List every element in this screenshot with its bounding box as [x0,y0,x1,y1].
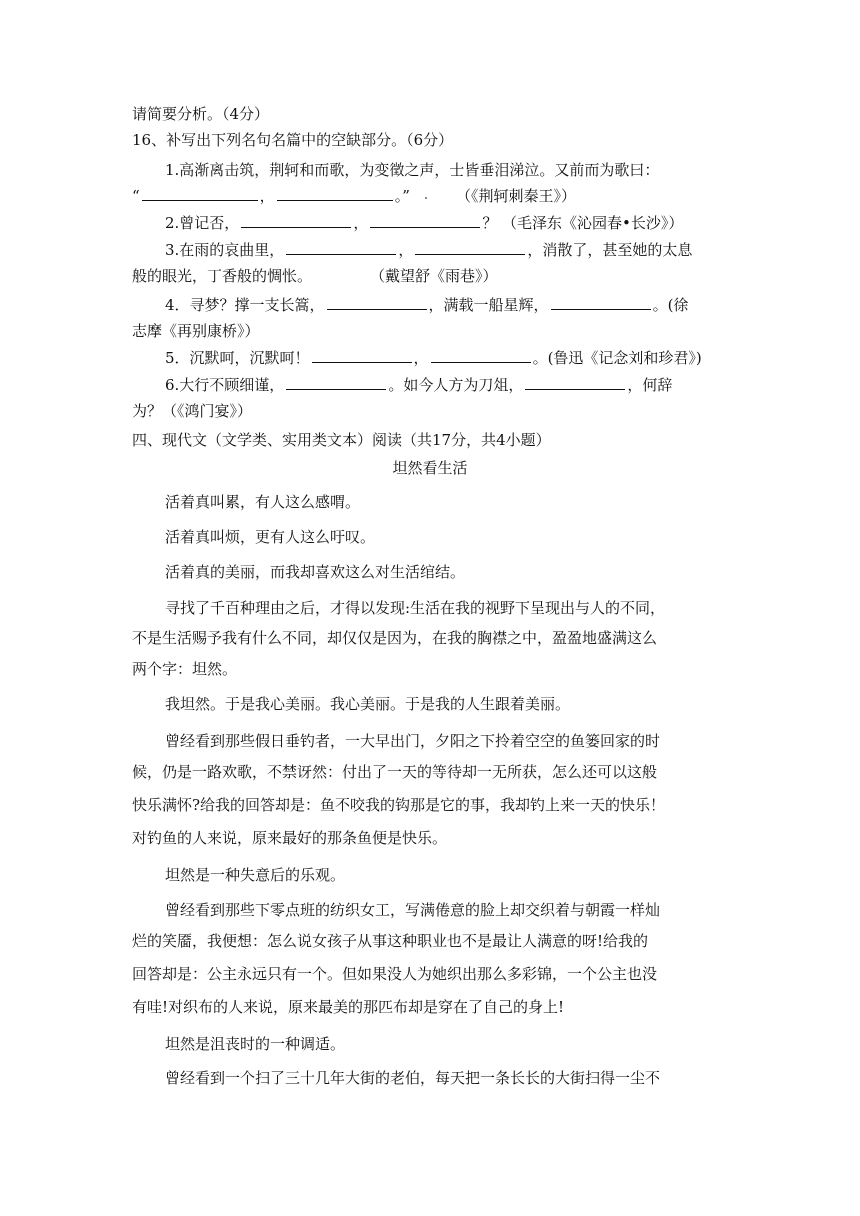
article-line: 烂的笑靥，我便想：怎么说女孩子从事这种职业也不是最让人满意的呀!给我的 [132,932,649,950]
q16-item6-line2: 为？（《鸿门宴》） [132,402,253,420]
q16-item5 [165,348,702,368]
q16-item1-line1: 1.高渐离击筑，荆轲和而歌，为变徵之声，士皆垂泪涕泣。又前而为歌曰： [165,161,660,179]
section4-header: 四、现代文（文学类、实用类文本）阅读（共17分，共4小题） [132,431,551,449]
fill-blank[interactable] [415,240,525,255]
article-line: 活着真的美丽，而我却喜欢这么对生活绾结。 [165,563,466,581]
item4-text: 4．寻梦？撑一支长篙， [165,296,325,314]
article-line: 坦然是一种失意后的乐观。 [165,866,346,884]
q16-item6-line1 [165,375,672,395]
article-line: 对钓鱼的人来说，原来最好的那条鱼便是快乐。 [132,829,448,847]
fill-blank[interactable] [525,375,625,390]
separator: ， [398,241,414,259]
fill-blank[interactable] [370,213,480,228]
q16-item4-line1 [165,295,688,315]
q16-item3-source: （戴望舒《雨巷》） [370,267,498,285]
item6-text-post: ，何辞 [627,376,673,394]
q16-item1-line2 [132,186,410,206]
article-line: 两个字：坦然。 [132,660,238,678]
top-note: 请简要分析。（4分） [132,105,270,123]
separator: ， [413,349,429,367]
fill-blank[interactable] [312,348,412,363]
q16-item1-source: （《荆轲刺秦王》） [456,187,577,205]
article-line: 曾经看到那些假日垂钓者，一大早出门，夕阳之下拎着空空的鱼篓回家的时 [165,732,661,750]
fill-blank[interactable] [277,186,393,201]
article-line: 寻找了千百种理由之后，才得以发现:生活在我的视野下呈现出与人的不同， [165,599,666,617]
item2-end: ？ [482,214,498,232]
quote-open: “ [132,187,140,205]
fill-blank[interactable] [551,295,651,310]
item4-text-post: 。(徐 [652,296,689,314]
article-line: 活着真叫烦，更有人这么吁叹。 [165,528,376,546]
article-line: 活着真叫累，有人这么感喟。 [165,493,361,511]
stray-dot [425,197,427,199]
fill-blank[interactable] [327,295,427,310]
article-line: 有哇!对织布的人来说，原来最美的那匹布却是穿在了自己的身上! [132,998,565,1016]
q16-item4-line2: 志摩《再别康桥》） [132,322,260,340]
article-line: 快乐满怀?给我的回答却是：鱼不咬我的钩那是它的事，我却钓上来一天的快乐！ [132,796,666,814]
q16-item3-line1 [165,240,692,260]
separator: ， [259,187,275,205]
item3-text-post: ，消散了，甚至她的太息 [527,241,693,259]
article-line: 曾经看到那些下零点班的纺织女工，写满倦意的脸上却交织着与朝霞一样灿 [165,901,661,919]
q16-header: 16、补写出下列名句名篇中的空缺部分。（6分） [132,131,454,149]
fill-blank[interactable] [431,348,531,363]
item3-text: 3.在雨的哀曲里， [165,241,285,259]
item5-text: 5．沉默呵，沉默呵！ [165,349,310,367]
fill-blank[interactable] [241,213,351,228]
article-line: 我坦然。于是我心美丽。我心美丽。于是我的人生跟着美丽。 [165,695,571,713]
article-line: 候，仍是一路欢歌，不禁讶然：付出了一天的等待却一无所获，怎么还可以这般 [132,763,658,781]
fill-blank[interactable] [142,186,258,201]
q16-item3-line2: 般的眼光，丁香般的惆怅。 [132,267,313,285]
article-line: 回答却是：公主永远只有一个。但如果没人为她织出那么多彩锦，一个公主也没 [132,965,658,983]
separator: ， [353,214,369,232]
q16-item2 [165,213,497,233]
item4-text-mid: ，满载一船星辉， [428,296,549,314]
article-line: 不是生活赐予我有什么不同，却仅仅是因为，在我的胸襟之中，盈盈地盛满这么 [132,629,658,647]
article-title: 坦然看生活 [392,459,468,477]
q16-item2-source: （毛泽东《沁园春•长沙》） [502,214,684,232]
item2-text: 2.曾记否， [165,214,240,232]
fill-blank[interactable] [286,375,386,390]
item6-text: 6.大行不顾细谨， [165,376,285,394]
article-line: 坦然是沮丧时的一种调适。 [165,1035,346,1053]
quote-close: 。” [394,187,410,205]
item6-text-mid: 。如今人方为刀俎， [388,376,524,394]
fill-blank[interactable] [286,240,396,255]
article-line: 曾经看到一个扫了三十几年大街的老伯，每天把一条长长的大街扫得一尘不 [165,1069,661,1087]
item5-text-post: 。(鲁迅《记念刘和珍君》) [532,349,702,367]
